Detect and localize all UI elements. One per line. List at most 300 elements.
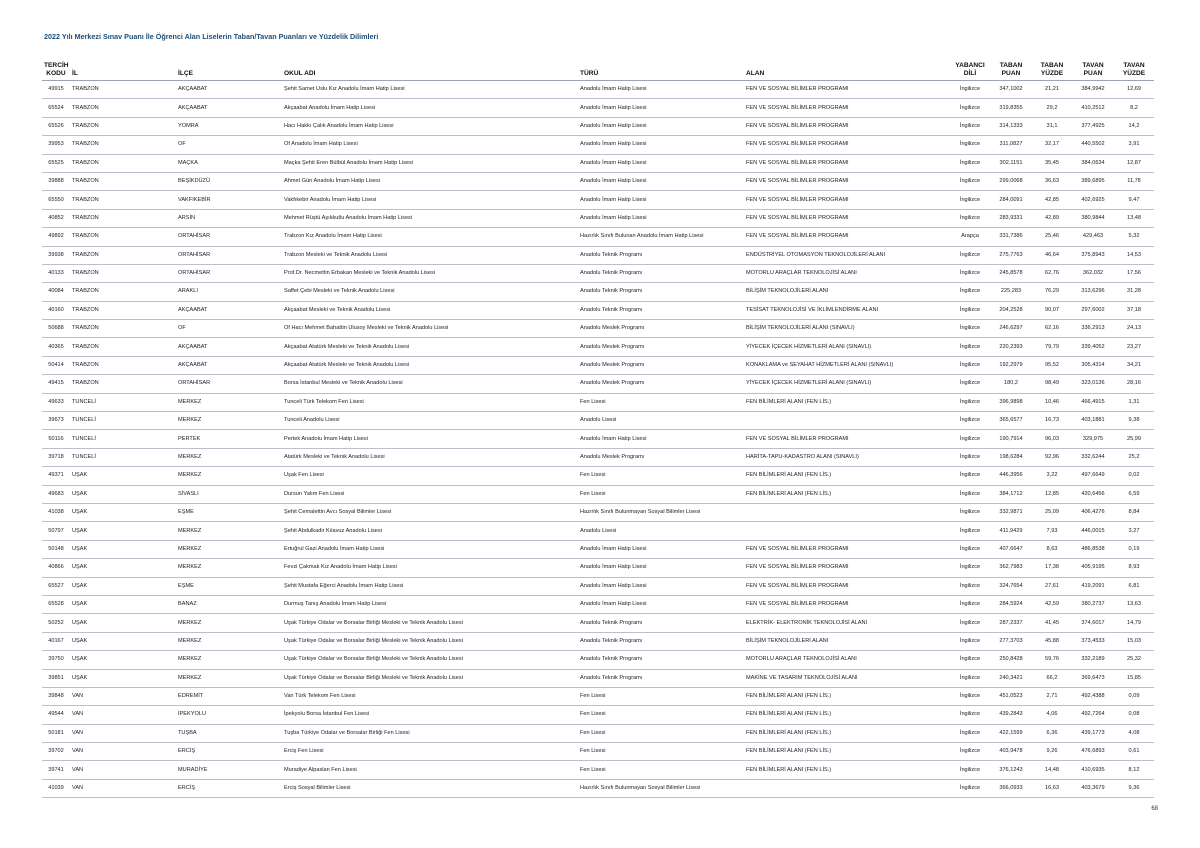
cell-dil: İngilizce: [950, 375, 990, 393]
cell-taban-yuzde: 2,71: [1032, 687, 1072, 705]
cell-dil: İngilizce: [950, 209, 990, 227]
cell-tur: Hazırlık Sınıfı Bulunan Anadolu İmam Hatip Lisesi: [578, 228, 744, 246]
cell-alan: YİYECEK İÇECEK HİZMETLERİ ALANI (SINAVLI): [744, 338, 950, 356]
cell-taban-yuzde: 8,63: [1032, 540, 1072, 558]
cell-tavan-puan: 389,6895: [1072, 172, 1114, 190]
cell-tavan-yuzde: 14,79: [1114, 614, 1154, 632]
cell-ilce: VAKFIKEBİR: [176, 191, 282, 209]
cell-il: UŞAK: [70, 522, 176, 540]
cell-okul: Uşak Türkiye Odalar ve Borsalar Birliği Mesleki ve Teknik Anadolu Lisesi: [282, 669, 578, 687]
cell-ilce: MAÇKA: [176, 154, 282, 172]
cell-tavan-yuzde: 6,81: [1114, 577, 1154, 595]
cell-taban-yuzde: 35,45: [1032, 154, 1072, 172]
cell-kod: 40133: [42, 264, 70, 282]
cell-alan: KONAKLAMA ve SEYAHAT HİZMETLERİ ALANI (SINAVLI): [744, 356, 950, 374]
cell-ilce: OF: [176, 320, 282, 338]
cell-kod: 39702: [42, 743, 70, 761]
cell-alan: FEN BİLİMLERİ ALANI (FEN LİS.): [744, 393, 950, 411]
cell-okul: Şehit Cemalettin Avcı Sosyal Bilimler Lisesi: [282, 503, 578, 521]
cell-taban-puan: 245,8578: [990, 264, 1032, 282]
cell-il: VAN: [70, 706, 176, 724]
cell-tavan-yuzde: 3,91: [1114, 136, 1154, 154]
cell-okul: Şehit Mustafa Eğerci Anadolu İmam Hatip Lisesi: [282, 577, 578, 595]
cell-tur: Anadolu İmam Hatip Lisesi: [578, 81, 744, 99]
cell-il: UŞAK: [70, 467, 176, 485]
cell-tavan-puan: 410,6935: [1072, 761, 1114, 779]
cell-tavan-puan: 492,7264: [1072, 706, 1114, 724]
cell-kod: 65527: [42, 577, 70, 595]
table-row: [42, 724, 1154, 742]
cell-ilce: OF: [176, 136, 282, 154]
table-body: [42, 81, 1154, 798]
cell-okul: Trabzon Mesleki ve Teknik Anadolu Lisesi: [282, 246, 578, 264]
cell-tur: Anadolu İmam Hatip Lisesi: [578, 209, 744, 227]
cell-tavan-yuzde: 9,36: [1114, 779, 1154, 797]
cell-taban-yuzde: 3,22: [1032, 467, 1072, 485]
cell-alan: FEN BİLİMLERİ ALANI (FEN LİS.): [744, 485, 950, 503]
cell-tavan-yuzde: 34,21: [1114, 356, 1154, 374]
cell-alan: FEN VE SOSYAL BİLİMLER PROGRAMI: [744, 577, 950, 595]
cell-taban-puan: 407,6647: [990, 540, 1032, 558]
cell-ilce: BANAZ: [176, 595, 282, 613]
cell-okul: Durmuş Tanış Anadolu İmam Hatip Lisesi: [282, 595, 578, 613]
cell-tavan-puan: 476,6893: [1072, 743, 1114, 761]
cell-taban-puan: 314,1333: [990, 117, 1032, 135]
cell-kod: 39673: [42, 412, 70, 430]
column-header-tavan-puan: TAVAN PUAN: [1072, 54, 1114, 81]
cell-il: TRABZON: [70, 356, 176, 374]
cell-kod: 39938: [42, 246, 70, 264]
cell-tavan-puan: 384,0634: [1072, 154, 1114, 172]
cell-kod: 50148: [42, 540, 70, 558]
table-row: [42, 136, 1154, 154]
cell-okul: Tuşba Türkiye Odalar ve Borsalar Birliği Fen Lisesi: [282, 724, 578, 742]
cell-taban-puan: 319,8355: [990, 99, 1032, 117]
cell-okul: Vakfıkebir Anadolu İmam Hatip Lisesi: [282, 191, 578, 209]
cell-dil: İngilizce: [950, 577, 990, 595]
cell-kod: 40365: [42, 338, 70, 356]
table-row: [42, 99, 1154, 117]
cell-il: TRABZON: [70, 320, 176, 338]
cell-il: TUNCELİ: [70, 412, 176, 430]
cell-tavan-puan: 373,4533: [1072, 632, 1114, 650]
cell-tavan-puan: 429,463: [1072, 228, 1114, 246]
cell-taban-yuzde: 41,45: [1032, 614, 1072, 632]
table-row: [42, 356, 1154, 374]
table-row: [42, 209, 1154, 227]
column-header-taban-yuzde: TABAN YÜZDE: [1032, 54, 1072, 81]
cell-dil: İngilizce: [950, 264, 990, 282]
cell-tur: Anadolu Teknik Programı: [578, 669, 744, 687]
table-row: [42, 522, 1154, 540]
cell-alan: FEN BİLİMLERİ ALANI (FEN LİS.): [744, 706, 950, 724]
cell-taban-yuzde: 14,48: [1032, 761, 1072, 779]
cell-tavan-yuzde: 3,27: [1114, 522, 1154, 540]
page-number: 68: [1151, 806, 1158, 812]
cell-dil: İngilizce: [950, 393, 990, 411]
cell-taban-puan: 451,0523: [990, 687, 1032, 705]
cell-dil: İngilizce: [950, 614, 990, 632]
cell-okul: Trabzon Kız Anadolu İmam Hatip Lisesi: [282, 228, 578, 246]
cell-kod: 39750: [42, 651, 70, 669]
cell-kod: 40084: [42, 283, 70, 301]
cell-dil: İngilizce: [950, 761, 990, 779]
column-header-ilce: İLÇE: [176, 54, 282, 81]
table-row: [42, 448, 1154, 466]
cell-dil: İngilizce: [950, 779, 990, 797]
cell-dil: İngilizce: [950, 99, 990, 117]
cell-tur: Anadolu İmam Hatip Lisesi: [578, 540, 744, 558]
column-header-tavan-yuzde: TAVAN YÜZDE: [1114, 54, 1154, 81]
cell-tavan-puan: 420,6456: [1072, 485, 1114, 503]
cell-tavan-yuzde: 13,48: [1114, 209, 1154, 227]
cell-tur: Fen Lisesi: [578, 687, 744, 705]
cell-dil: İngilizce: [950, 448, 990, 466]
cell-taban-puan: 198,6284: [990, 448, 1032, 466]
cell-alan: FEN BİLİMLERİ ALANI (FEN LİS.): [744, 724, 950, 742]
cell-okul: Of Hacı Mehmet Bahattin Ulusoy Mesleki ve Teknik Anadolu Lisesi: [282, 320, 578, 338]
cell-kod: 39718: [42, 448, 70, 466]
cell-kod: 49415: [42, 375, 70, 393]
table-row: [42, 81, 1154, 99]
cell-tur: Anadolu Teknik Programı: [578, 651, 744, 669]
cell-dil: Arapça: [950, 228, 990, 246]
cell-okul: Maçka Şehit Eren Bülbül Anadolu İmam Hatip Lisesi: [282, 154, 578, 172]
cell-il: UŞAK: [70, 540, 176, 558]
cell-tavan-yuzde: 1,31: [1114, 393, 1154, 411]
cell-alan: FEN BİLİMLERİ ALANI (FEN LİS.): [744, 687, 950, 705]
cell-dil: İngilizce: [950, 743, 990, 761]
cell-okul: Erciş Sosyal Bilimler Lisesi: [282, 779, 578, 797]
cell-tavan-yuzde: 15,85: [1114, 669, 1154, 687]
cell-dil: İngilizce: [950, 320, 990, 338]
cell-tavan-yuzde: 24,13: [1114, 320, 1154, 338]
cell-kod: 50797: [42, 522, 70, 540]
cell-dil: İngilizce: [950, 81, 990, 99]
cell-dil: İngilizce: [950, 136, 990, 154]
table-row: [42, 595, 1154, 613]
cell-ilce: MERKEZ: [176, 669, 282, 687]
cell-tur: Anadolu İmam Hatip Lisesi: [578, 172, 744, 190]
cell-tavan-puan: 492,4388: [1072, 687, 1114, 705]
table-row: [42, 375, 1154, 393]
cell-kod: 50181: [42, 724, 70, 742]
cell-taban-puan: 250,8428: [990, 651, 1032, 669]
cell-taban-puan: 283,9331: [990, 209, 1032, 227]
table-row: [42, 228, 1154, 246]
table-row: [42, 246, 1154, 264]
cell-tur: Anadolu Teknik Programı: [578, 246, 744, 264]
cell-ilce: MERKEZ: [176, 540, 282, 558]
column-header-kod: TERCİH KODU: [42, 54, 70, 81]
cell-okul: Akçaabat Anadolu İmam Hatip Lisesi: [282, 99, 578, 117]
cell-okul: Prof.Dr. Necmettin Erbakan Mesleki ve Teknik Anadolu Lisesi: [282, 264, 578, 282]
cell-tur: Anadolu Lisesi: [578, 522, 744, 540]
cell-alan: ELEKTRİK- ELEKTRONİK TEKNOLOJİSİ ALANI: [744, 614, 950, 632]
cell-tavan-yuzde: 13,63: [1114, 595, 1154, 613]
cell-dil: İngilizce: [950, 522, 990, 540]
cell-taban-yuzde: 12,85: [1032, 485, 1072, 503]
cell-il: TRABZON: [70, 209, 176, 227]
table-row: [42, 614, 1154, 632]
cell-tur: Anadolu Teknik Programı: [578, 614, 744, 632]
cell-ilce: AKÇAABAT: [176, 338, 282, 356]
cell-tavan-puan: 410,2512: [1072, 99, 1114, 117]
cell-tur: Fen Lisesi: [578, 393, 744, 411]
cell-okul: Şehit Samet Uslu Kız Anadolu İmam Hatip Lisesi: [282, 81, 578, 99]
cell-okul: Uşak Türkiye Odalar ve Borsalar Birliği Mesleki ve Teknik Anadolu Lisesi: [282, 651, 578, 669]
cell-tavan-puan: 406,4276: [1072, 503, 1114, 521]
cell-dil: İngilizce: [950, 724, 990, 742]
cell-dil: İngilizce: [950, 595, 990, 613]
cell-okul: Akçaabat Mesleki ve Teknik Anadolu Lisesi: [282, 301, 578, 319]
cell-taban-yuzde: 6,36: [1032, 724, 1072, 742]
cell-kod: 65526: [42, 117, 70, 135]
cell-taban-yuzde: 76,29: [1032, 283, 1072, 301]
page-title: 2022 Yılı Merkezi Sınav Puanı İle Öğrenci Alan Liselerin Taban/Tavan Puanları ve Yüzdelik Dilimleri: [44, 32, 379, 41]
cell-tavan-puan: 305,4314: [1072, 356, 1114, 374]
cell-ilce: EŞME: [176, 577, 282, 595]
cell-okul: Ertuğrul Gazi Anadolu İmam Hatip Lisesi: [282, 540, 578, 558]
cell-tavan-puan: 369,6473: [1072, 669, 1114, 687]
cell-tur: Fen Lisesi: [578, 485, 744, 503]
cell-taban-puan: 277,3703: [990, 632, 1032, 650]
cell-tur: Anadolu Meslek Programı: [578, 356, 744, 374]
cell-alan: FEN VE SOSYAL BİLİMLER PROGRAMI: [744, 559, 950, 577]
cell-okul: Erciş Fen Lisesi: [282, 743, 578, 761]
cell-taban-yuzde: 66,2: [1032, 669, 1072, 687]
cell-tavan-puan: 380,9844: [1072, 209, 1114, 227]
cell-taban-puan: 411,9429: [990, 522, 1032, 540]
cell-tavan-puan: 323,0136: [1072, 375, 1114, 393]
cell-okul: Van Türk Telekom Fen Lisesi: [282, 687, 578, 705]
cell-alan: FEN VE SOSYAL BİLİMLER PROGRAMI: [744, 136, 950, 154]
cell-tur: Anadolu İmam Hatip Lisesi: [578, 559, 744, 577]
cell-okul: Uşak Türkiye Odalar ve Borsalar Birliği Mesleki ve Teknik Anadolu Lisesi: [282, 632, 578, 650]
table-row: [42, 706, 1154, 724]
cell-tavan-yuzde: 14,2: [1114, 117, 1154, 135]
cell-alan: FEN BİLİMLERİ ALANI (FEN LİS.): [744, 743, 950, 761]
table-row: [42, 669, 1154, 687]
cell-taban-puan: 384,1712: [990, 485, 1032, 503]
cell-tur: Anadolu Lisesi: [578, 412, 744, 430]
cell-tavan-yuzde: 0,08: [1114, 706, 1154, 724]
cell-okul: Saffet Çebi Mesleki ve Teknik Anadolu Lisesi: [282, 283, 578, 301]
cell-ilce: MERKEZ: [176, 614, 282, 632]
cell-tavan-puan: 332,6244: [1072, 448, 1114, 466]
cell-tavan-yuzde: 9,47: [1114, 191, 1154, 209]
cell-kod: 39848: [42, 687, 70, 705]
cell-tavan-yuzde: 8,2: [1114, 99, 1154, 117]
cell-okul: Fevzi Çakmak Kız Anadolu İmam Hatip Lisesi: [282, 559, 578, 577]
column-header-alan: ALAN: [744, 54, 950, 81]
cell-taban-yuzde: 59,76: [1032, 651, 1072, 669]
cell-tavan-puan: 362,032: [1072, 264, 1114, 282]
cell-tavan-yuzde: 8,84: [1114, 503, 1154, 521]
cell-kod: 65550: [42, 191, 70, 209]
cell-taban-yuzde: 45,88: [1032, 632, 1072, 650]
cell-tur: Anadolu Teknik Programı: [578, 301, 744, 319]
cell-taban-yuzde: 4,06: [1032, 706, 1072, 724]
cell-alan: FEN BİLİMLERİ ALANI (FEN LİS.): [744, 761, 950, 779]
cell-taban-yuzde: 90,07: [1032, 301, 1072, 319]
cell-tavan-yuzde: 5,32: [1114, 228, 1154, 246]
table-row: [42, 430, 1154, 448]
table-row: [42, 779, 1154, 797]
cell-ilce: ORTAHİSAR: [176, 246, 282, 264]
cell-ilce: MERKEZ: [176, 559, 282, 577]
cell-tur: Anadolu İmam Hatip Lisesi: [578, 99, 744, 117]
cell-il: TRABZON: [70, 154, 176, 172]
cell-tavan-puan: 329,975: [1072, 430, 1114, 448]
cell-taban-puan: 422,1599: [990, 724, 1032, 742]
cell-ilce: MERKEZ: [176, 448, 282, 466]
cell-taban-puan: 302,1151: [990, 154, 1032, 172]
cell-taban-yuzde: 96,03: [1032, 430, 1072, 448]
cell-ilce: ORTAHİSAR: [176, 228, 282, 246]
cell-il: TRABZON: [70, 117, 176, 135]
cell-alan: BİLİŞİM TEKNOLOJİLERİ ALANI: [744, 632, 950, 650]
cell-il: UŞAK: [70, 485, 176, 503]
cell-taban-yuzde: 27,61: [1032, 577, 1072, 595]
cell-alan: FEN VE SOSYAL BİLİMLER PROGRAMI: [744, 117, 950, 135]
cell-dil: İngilizce: [950, 467, 990, 485]
cell-taban-yuzde: 36,63: [1032, 172, 1072, 190]
cell-okul: Of Anadolu İmam Hatip Lisesi: [282, 136, 578, 154]
column-header-taban-puan: TABAN PUAN: [990, 54, 1032, 81]
cell-okul: Borsa İstanbul Mesleki ve Teknik Anadolu Lisesi: [282, 375, 578, 393]
cell-taban-yuzde: 95,52: [1032, 356, 1072, 374]
table-row: [42, 191, 1154, 209]
cell-alan: [744, 522, 950, 540]
cell-okul: Tunceli Anadolu Lisesi: [282, 412, 578, 430]
cell-il: UŞAK: [70, 632, 176, 650]
cell-dil: İngilizce: [950, 338, 990, 356]
cell-taban-puan: 331,7386: [990, 228, 1032, 246]
cell-kod: 50116: [42, 430, 70, 448]
cell-dil: İngilizce: [950, 191, 990, 209]
column-header-dil: YABANCI DİLİ: [950, 54, 990, 81]
cell-il: UŞAK: [70, 503, 176, 521]
cell-il: TRABZON: [70, 264, 176, 282]
table-row: [42, 761, 1154, 779]
cell-taban-yuzde: 31,1: [1032, 117, 1072, 135]
cell-taban-puan: 180,2: [990, 375, 1032, 393]
cell-tavan-puan: 403,3679: [1072, 779, 1114, 797]
cell-kod: 49633: [42, 393, 70, 411]
cell-taban-puan: 287,2337: [990, 614, 1032, 632]
column-header-okul: OKUL ADI: [282, 54, 578, 81]
cell-tavan-puan: 332,2189: [1072, 651, 1114, 669]
cell-il: UŞAK: [70, 559, 176, 577]
cell-tavan-puan: 405,9195: [1072, 559, 1114, 577]
cell-ilce: ORTAHİSAR: [176, 375, 282, 393]
cell-alan: FEN VE SOSYAL BİLİMLER PROGRAMI: [744, 540, 950, 558]
table-row: [42, 577, 1154, 595]
cell-taban-puan: 396,9898: [990, 393, 1032, 411]
cell-kod: 39741: [42, 761, 70, 779]
cell-kod: 65524: [42, 99, 70, 117]
cell-alan: MOTORLU ARAÇLAR TEKNOLOJİSİ ALANI: [744, 651, 950, 669]
cell-taban-puan: 311,0827: [990, 136, 1032, 154]
table-row: [42, 559, 1154, 577]
cell-kod: 49683: [42, 485, 70, 503]
cell-taban-yuzde: 62,76: [1032, 264, 1072, 282]
cell-tavan-puan: 440,5502: [1072, 136, 1114, 154]
cell-kod: 40852: [42, 209, 70, 227]
cell-okul: Uşak Fen Lisesi: [282, 467, 578, 485]
cell-alan: FEN VE SOSYAL BİLİMLER PROGRAMI: [744, 191, 950, 209]
cell-kod: 41039: [42, 779, 70, 797]
cell-tavan-yuzde: 4,08: [1114, 724, 1154, 742]
cell-ilce: ERCİŞ: [176, 743, 282, 761]
cell-il: TRABZON: [70, 301, 176, 319]
cell-taban-yuzde: 21,21: [1032, 81, 1072, 99]
cell-ilce: ORTAHİSAR: [176, 264, 282, 282]
cell-tavan-puan: 419,2091: [1072, 577, 1114, 595]
cell-ilce: MURADİYE: [176, 761, 282, 779]
cell-il: TRABZON: [70, 81, 176, 99]
cell-taban-yuzde: 17,38: [1032, 559, 1072, 577]
cell-okul: Şehit Abdulkadir Kılavuz Anadolu Lisesi: [282, 522, 578, 540]
table-row: [42, 283, 1154, 301]
cell-tavan-yuzde: 12,69: [1114, 81, 1154, 99]
cell-okul: Akçaabat Atatürk Mesleki ve Teknik Anadolu Lisesi: [282, 338, 578, 356]
cell-tavan-yuzde: 8,93: [1114, 559, 1154, 577]
cell-taban-puan: 347,1002: [990, 81, 1032, 99]
cell-tur: Anadolu Teknik Programı: [578, 283, 744, 301]
cell-tavan-puan: 313,6296: [1072, 283, 1114, 301]
table-row: [42, 393, 1154, 411]
cell-dil: İngilizce: [950, 503, 990, 521]
cell-okul: Muradiye Alpaslan Fen Lisesi: [282, 761, 578, 779]
cell-taban-puan: 240,3421: [990, 669, 1032, 687]
cell-il: UŞAK: [70, 595, 176, 613]
cell-alan: FEN VE SOSYAL BİLİMLER PROGRAMI: [744, 172, 950, 190]
table-row: [42, 540, 1154, 558]
cell-ilce: BEŞİKDÜZÜ: [176, 172, 282, 190]
table-row: [42, 467, 1154, 485]
table-row: [42, 687, 1154, 705]
cell-taban-puan: 324,7654: [990, 577, 1032, 595]
cell-taban-yuzde: 7,93: [1032, 522, 1072, 540]
cell-taban-yuzde: 46,64: [1032, 246, 1072, 264]
cell-ilce: ERCİŞ: [176, 779, 282, 797]
table-row: [42, 412, 1154, 430]
cell-taban-puan: 225,283: [990, 283, 1032, 301]
cell-kod: 50414: [42, 356, 70, 374]
cell-ilce: AKÇAABAT: [176, 301, 282, 319]
cell-okul: Akçaabat Atatürk Mesleki ve Teknik Anadolu Lisesi: [282, 356, 578, 374]
cell-dil: İngilizce: [950, 356, 990, 374]
cell-tur: Anadolu Meslek Programı: [578, 320, 744, 338]
cell-il: TRABZON: [70, 246, 176, 264]
cell-alan: FEN VE SOSYAL BİLİMLER PROGRAMI: [744, 81, 950, 99]
cell-tavan-puan: 384,9942: [1072, 81, 1114, 99]
cell-tavan-yuzde: 17,56: [1114, 264, 1154, 282]
cell-alan: FEN VE SOSYAL BİLİMLER PROGRAMI: [744, 209, 950, 227]
cell-ilce: MERKEZ: [176, 632, 282, 650]
cell-taban-puan: 204,2528: [990, 301, 1032, 319]
cell-tur: Anadolu Meslek Programı: [578, 338, 744, 356]
cell-il: VAN: [70, 687, 176, 705]
cell-alan: MOTORLU ARAÇLAR TEKNOLOJİSİ ALANI: [744, 264, 950, 282]
cell-okul: Dursun Yalım Fen Lisesi: [282, 485, 578, 503]
cell-alan: BİLİŞİM TEKNOLOJİLERİ ALANI: [744, 283, 950, 301]
cell-tavan-yuzde: 25,32: [1114, 651, 1154, 669]
cell-taban-puan: 190,7914: [990, 430, 1032, 448]
cell-alan: FEN VE SOSYAL BİLİMLER PROGRAMI: [744, 154, 950, 172]
